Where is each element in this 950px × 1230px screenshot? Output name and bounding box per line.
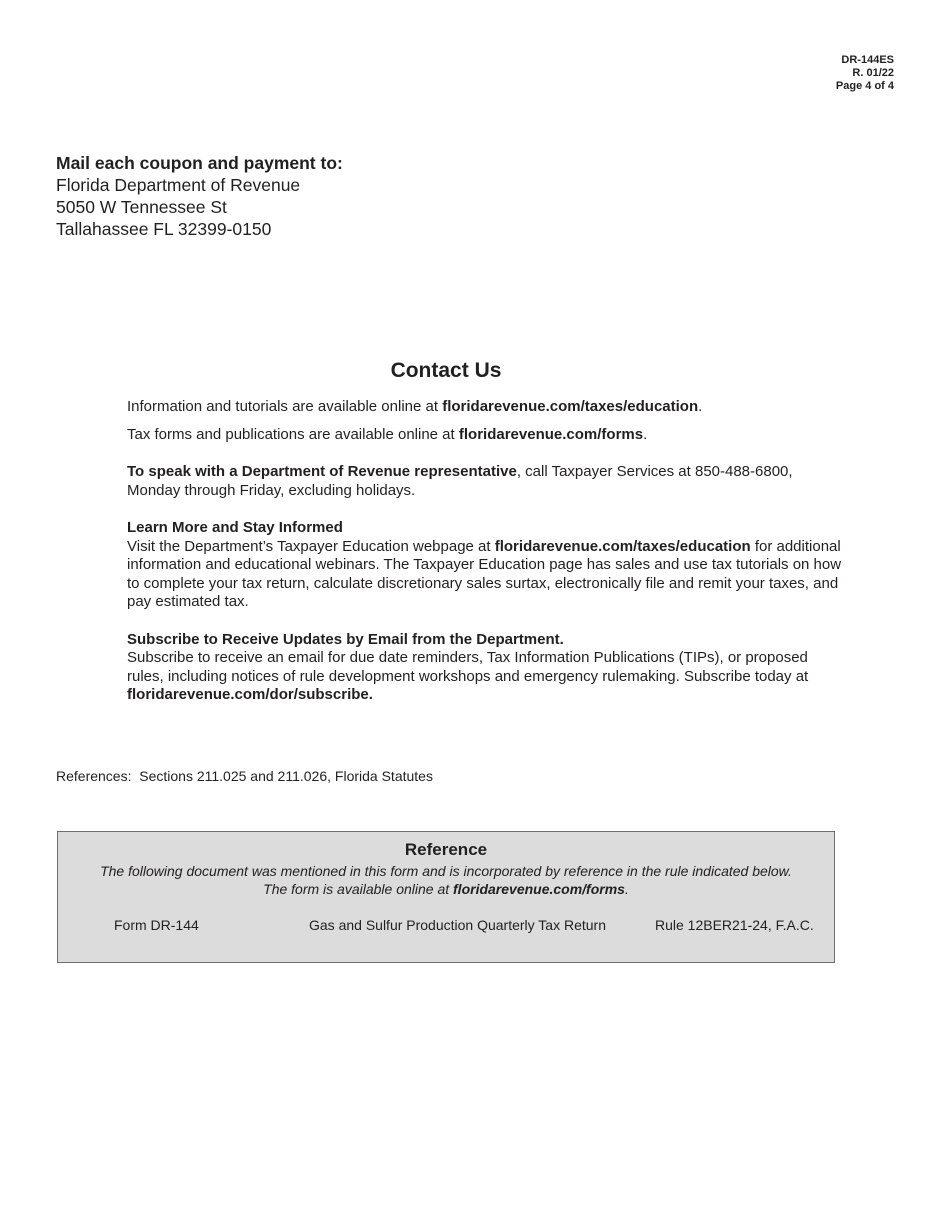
- representative-text: , call Taxpayer Services at 850-488-6800, Monday through Friday, excluding holidays.: [127, 463, 793, 499]
- reference-availability: The form is available online at floridarevenue.com/forms.: [263, 881, 629, 897]
- tutorials-paragraph: Information and tutorials are available online at floridarevenue.com/taxes/education.: [127, 398, 703, 415]
- availability-text: The form is available online at: [263, 881, 454, 897]
- reference-description-line: The following document was mentioned in this form and is incorporated by reference in the rule indicated below.: [100, 863, 792, 879]
- contact-us-title: Contact Us: [390, 359, 502, 382]
- learn-text-1: Visit the Department’s Taxpayer Education webpage at: [127, 537, 495, 555]
- learn-education-link[interactable]: floridarevenue.com/taxes/education: [494, 537, 751, 555]
- education-link[interactable]: floridarevenue.com/taxes/education: [442, 398, 699, 415]
- reference-rule: Rule 12BER21-24, F.A.C.: [655, 917, 814, 933]
- contact-section: [127, 398, 847, 705]
- subscribe-link[interactable]: floridarevenue.com/dor/subscribe.: [127, 686, 373, 704]
- learn-text-2: for additional information and educational webinars. The Taxpayer Education page has sales and use tax tutorials on how to complete your tax return, calculate discretionary sales surtax, electronically file and remit your taxes, and pay estimated tax.: [127, 537, 842, 611]
- forms-paragraph: Tax forms and publications are available online at floridarevenue.com/forms.: [127, 426, 648, 444]
- reference-title: Reference: [404, 840, 488, 859]
- representative-bold: To speak with a Department of Revenue representative: [127, 463, 517, 481]
- learn-paragraph: [127, 538, 847, 612]
- subscribe-paragraph: [127, 649, 847, 705]
- reference-box: [57, 831, 835, 963]
- subscribe-text: Subscribe to receive an email for due date reminders, Tax Information Publications (TIPs), or proposed rules, including notices of rule development workshops and emergency rulemaking. Subscribe today at: [127, 649, 809, 685]
- references-text: Sections 211.025 and 211.026, Florida Statutes: [139, 768, 433, 784]
- reference-forms-link[interactable]: floridarevenue.com/forms: [453, 881, 625, 897]
- address-line-2: 5050 W Tennessee St: [56, 197, 227, 217]
- form-number: DR-144ES: [841, 54, 894, 66]
- mailing-address: [56, 152, 343, 240]
- reference-form-title: Gas and Sulfur Production Quarterly Tax Return: [309, 917, 607, 933]
- page-number: Page 4 of 4: [835, 80, 894, 92]
- tutorials-text: Information and tutorials are available online at: [127, 398, 443, 415]
- references-label: References:: [56, 768, 132, 784]
- forms-text: Tax forms and publications are available online at: [127, 426, 459, 444]
- statute-references: [56, 768, 433, 784]
- reference-form-number: Form DR-144: [114, 917, 199, 933]
- forms-link[interactable]: floridarevenue.com/forms: [458, 426, 644, 444]
- subscribe-heading: Subscribe to Receive Updates by Email from the Department.: [127, 630, 564, 648]
- form-identifier: [836, 54, 894, 93]
- mailing-heading: Mail each coupon and payment to:: [56, 153, 343, 173]
- form-revision: R. 01/22: [852, 67, 894, 79]
- learn-heading: Learn More and Stay Informed: [127, 519, 343, 537]
- reference-description: [58, 862, 834, 898]
- address-line-3: Tallahassee FL 32399-0150: [56, 219, 272, 239]
- address-line-1: Florida Department of Revenue: [56, 175, 301, 195]
- representative-paragraph: [127, 463, 847, 500]
